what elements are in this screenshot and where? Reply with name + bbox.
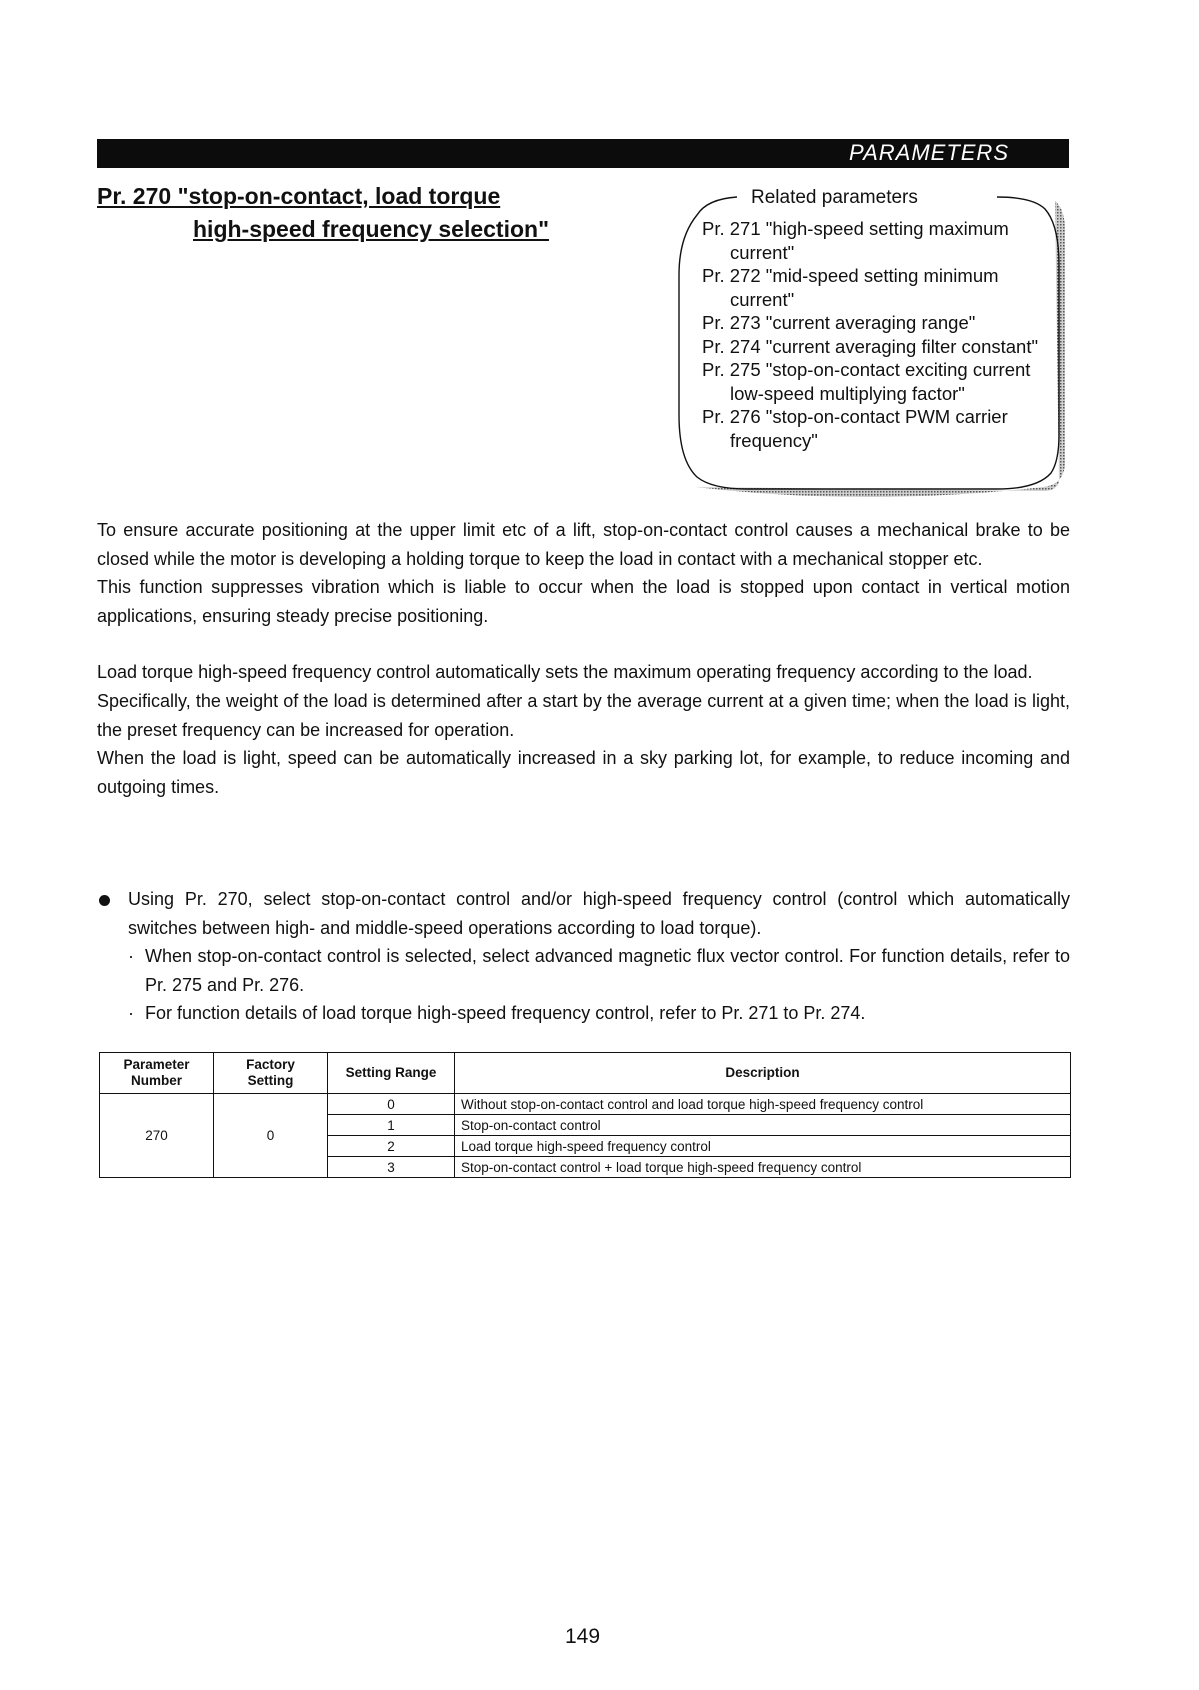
section-header-label: PARAMETERS [849,140,1009,165]
title-line-2: high-speed frequency selection" [193,216,549,242]
header-factory-setting [214,1053,328,1094]
cell-setting-range: 1 [328,1115,455,1136]
header-description: Description [455,1053,1071,1094]
sub-bullet-marker: · [128,946,134,966]
related-parameters-box [667,185,1069,497]
cell-description: Stop-on-contact control + load torque high-speed frequency control [455,1157,1071,1178]
page-title [97,180,549,246]
cell-setting-range: 3 [328,1157,455,1178]
related-parameters-heading: Related parameters [747,187,922,209]
sub-bullet-text: For function details of load torque high-speed frequency control, refer to Pr. 271 to Pr. 274. [145,1003,866,1023]
bullet-list [97,885,1070,1028]
bullet-dot-icon [99,895,110,906]
header-text: Setting [247,1073,294,1088]
page-number: 149 [565,1625,601,1648]
related-item: Pr. 272 "mid-speed setting minimum current" [702,265,999,310]
body-text [97,516,1070,801]
header-text: Factory [246,1057,295,1072]
related-parameters-list [702,217,1062,452]
related-item: Pr. 275 "stop-on-contact exciting current low-speed multiplying factor" [702,359,1031,404]
related-item: Pr. 276 "stop-on-contact PWM carrier frequency" [702,406,1008,451]
related-item: Pr. 271 "high-speed setting maximum current" [702,218,1009,263]
cell-description: Without stop-on-contact control and load torque high-speed frequency control [455,1094,1071,1115]
bullet-text: Using Pr. 270, select stop-on-contact control and/or high-speed frequency control (control which automatically switches between high- and middle-speed operations according to load torque). [128,889,1070,938]
related-item: Pr. 274 "current averaging filter constant" [702,335,1039,357]
sub-bullet-item [97,999,1070,1028]
bullet-item [97,885,1070,942]
sub-bullet-item [97,942,1070,999]
header-setting-range: Setting Range [328,1053,455,1094]
header-parameter-number [100,1053,214,1094]
table-row [100,1094,1071,1115]
parameter-table [99,1052,1071,1178]
header-text: Parameter [123,1057,190,1072]
cell-parameter-number: 270 [100,1094,214,1178]
paragraph: Specifically, the weight of the load is determined after a start by the average current at a given time; when the load is light, the preset frequency can be increased for operation. [97,690,1070,740]
cell-setting-range: 0 [328,1094,455,1115]
header-text: Number [130,1073,182,1088]
paragraph: This function suppresses vibration which is liable to occur when the load is stopped upon contact in vertical motion applications, ensuring steady precise positioning. [97,577,1070,626]
cell-factory-setting: 0 [214,1094,328,1178]
table-header-row [100,1053,1071,1094]
paragraph: When the load is light, speed can be automatically increased in a sky parking lot, for example, to reduce incoming and outgoing times. [97,748,1070,797]
cell-description: Load torque high-speed frequency control [455,1136,1071,1157]
related-item: Pr. 273 "current averaging range" [702,312,976,333]
paragraph: Load torque high-speed frequency control automatically sets the maximum operating frequency according to the load. [97,662,1033,683]
paragraph: To ensure accurate positioning at the upper limit etc of a lift, stop-on-contact control causes a mechanical brake to be closed while the motor is developing a holding torque to keep the load in contact with a mechanical stopper etc. [97,520,1070,569]
sub-bullet-text: When stop-on-contact control is selected, select advanced magnetic flux vector control. For function details, refer to Pr. 275 and Pr. 276. [145,946,1070,995]
section-header-bar [97,139,1069,168]
cell-setting-range: 2 [328,1136,455,1157]
cell-description: Stop-on-contact control [455,1115,1071,1136]
sub-bullet-marker: · [128,1003,134,1023]
title-line-1: Pr. 270 "stop-on-contact, load torque [97,183,501,209]
